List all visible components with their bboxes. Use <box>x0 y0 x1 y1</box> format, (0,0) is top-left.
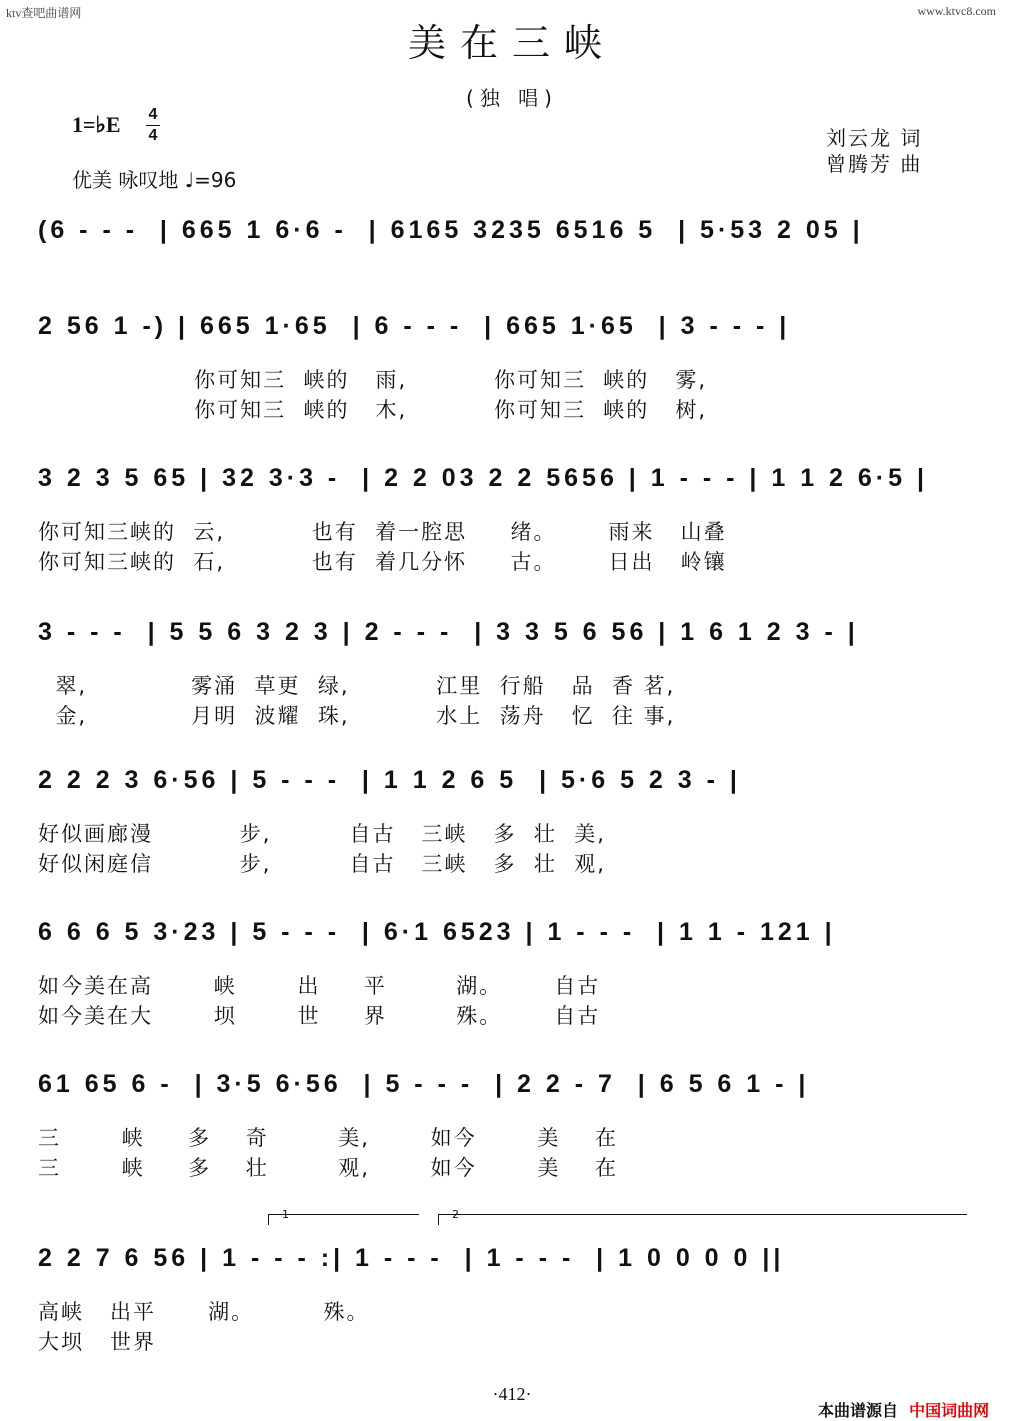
lyric-line-7-2: 三 峡 多 壮 观, 如今 美 在 <box>38 1156 619 1180</box>
notation-1: (6 - - - | 665 1 6·6 - | 6165 3235 6516 5 | 5·53 2 05 | <box>38 216 864 244</box>
source-site: 中国词曲网 <box>909 1401 990 1420</box>
composer-credit: 曾腾芳 曲 <box>826 152 923 176</box>
lyric-line-8-2: 大坝 世界 <box>38 1330 157 1354</box>
notation-4: 3 - - - | 5 5 6 3 2 3 | 2 - - - | 3 3 5 6 56 | 1 6 1 2 3 - | <box>38 618 859 646</box>
notation-2: 2 56 1 -) | 665 1·65 | 6 - - - | 665 1·65 | 3 - - - | <box>38 312 791 340</box>
lyric-line-5-1: 好似画廊漫 步, 自古 三峡 多 壮 美, <box>38 822 606 846</box>
lyric-line-5-2: 好似闲庭信 步, 自古 三峡 多 壮 观, <box>38 852 606 876</box>
lyric-line-2-1: 你可知三 峡的 雨, 你可知三 峡的 雾, <box>38 368 708 392</box>
lyric-line-4-1: 翠, 雾涌 草更 绿, 江里 行船 品 香 茗, <box>38 674 676 698</box>
ending-1-bracket <box>268 1214 419 1225</box>
ending-1-number: 1 <box>282 1208 289 1221</box>
notation-6: 6 6 6 5 3·23 | 5 - - - | 6·1 6523 | 1 - - - | 1 1 - 121 | <box>38 918 836 946</box>
source-prefix: 本曲谱源自 <box>818 1401 899 1420</box>
song-subtitle: (独 唱) <box>466 86 558 110</box>
meter-top: 4 <box>148 106 158 123</box>
watermark-right: www.ktvc8.com <box>917 4 996 18</box>
music-line-6 <box>38 914 988 954</box>
lyric-line-7-1: 三 峡 多 奇 美, 如今 美 在 <box>38 1126 619 1150</box>
music-line-2 <box>38 308 988 348</box>
page-number: ·412· <box>492 1384 532 1404</box>
music-line-5 <box>38 762 988 802</box>
tempo-marking: 优美 咏叹地 ♩=96 <box>72 168 237 192</box>
lyric-line-3-1: 你可知三峡的 云, 也有 着一腔思 绪。 雨来 山叠 <box>38 520 727 544</box>
notation-5: 2 2 2 3 6·56 | 5 - - - | 1 1 2 6 5 | 5·6 5 2 3 - | <box>38 766 741 794</box>
lyric-line-6-1: 如今美在高 峡 出 平 湖。 自古 <box>38 974 601 998</box>
meter-bottom: 4 <box>148 127 158 144</box>
music-line-3 <box>38 460 988 500</box>
lyricist-credit: 刘云龙 词 <box>826 126 923 150</box>
notation-8: 2 2 7 6 56 | 1 - - - :| 1 - - - | 1 - - - | 1 0 0 0 0 || <box>38 1244 785 1272</box>
meter-bar <box>146 125 160 126</box>
music-line-8 <box>38 1240 988 1280</box>
ending-2-number: 2 <box>452 1208 459 1221</box>
lyric-line-8-1: 高峡 出平 湖。 殊。 <box>38 1300 370 1324</box>
lyric-line-4-2: 金, 月明 波耀 珠, 水上 荡舟 忆 往 事, <box>38 704 676 728</box>
key-signature: 1=♭E <box>72 112 121 137</box>
lyric-line-3-2: 你可知三峡的 石, 也有 着几分怀 古。 日出 岭镶 <box>38 550 727 574</box>
notation-7: 61 65 6 - | 3·5 6·56 | 5 - - - | 2 2 - 7 | 6 5 6 1 - | <box>38 1070 810 1098</box>
notation-3: 3 2 3 5 65 | 32 3·3 - | 2 2 03 2 2 5656 | 1 - - - | 1 1 2 6·5 | <box>38 464 928 492</box>
ending-2-bracket <box>438 1214 967 1225</box>
song-title: 美在三峡 <box>407 21 616 65</box>
watermark-left: ktv查吧曲谱网 <box>6 6 82 20</box>
music-line-1 <box>38 212 988 252</box>
source-credit <box>818 1398 989 1421</box>
lyric-line-2-2: 你可知三 峡的 木, 你可知三 峡的 树, <box>38 398 708 422</box>
music-line-4 <box>38 614 988 654</box>
time-signature <box>146 106 160 145</box>
music-line-7 <box>38 1066 988 1106</box>
lyric-line-6-2: 如今美在大 坝 世 界 殊。 自古 <box>38 1004 601 1028</box>
